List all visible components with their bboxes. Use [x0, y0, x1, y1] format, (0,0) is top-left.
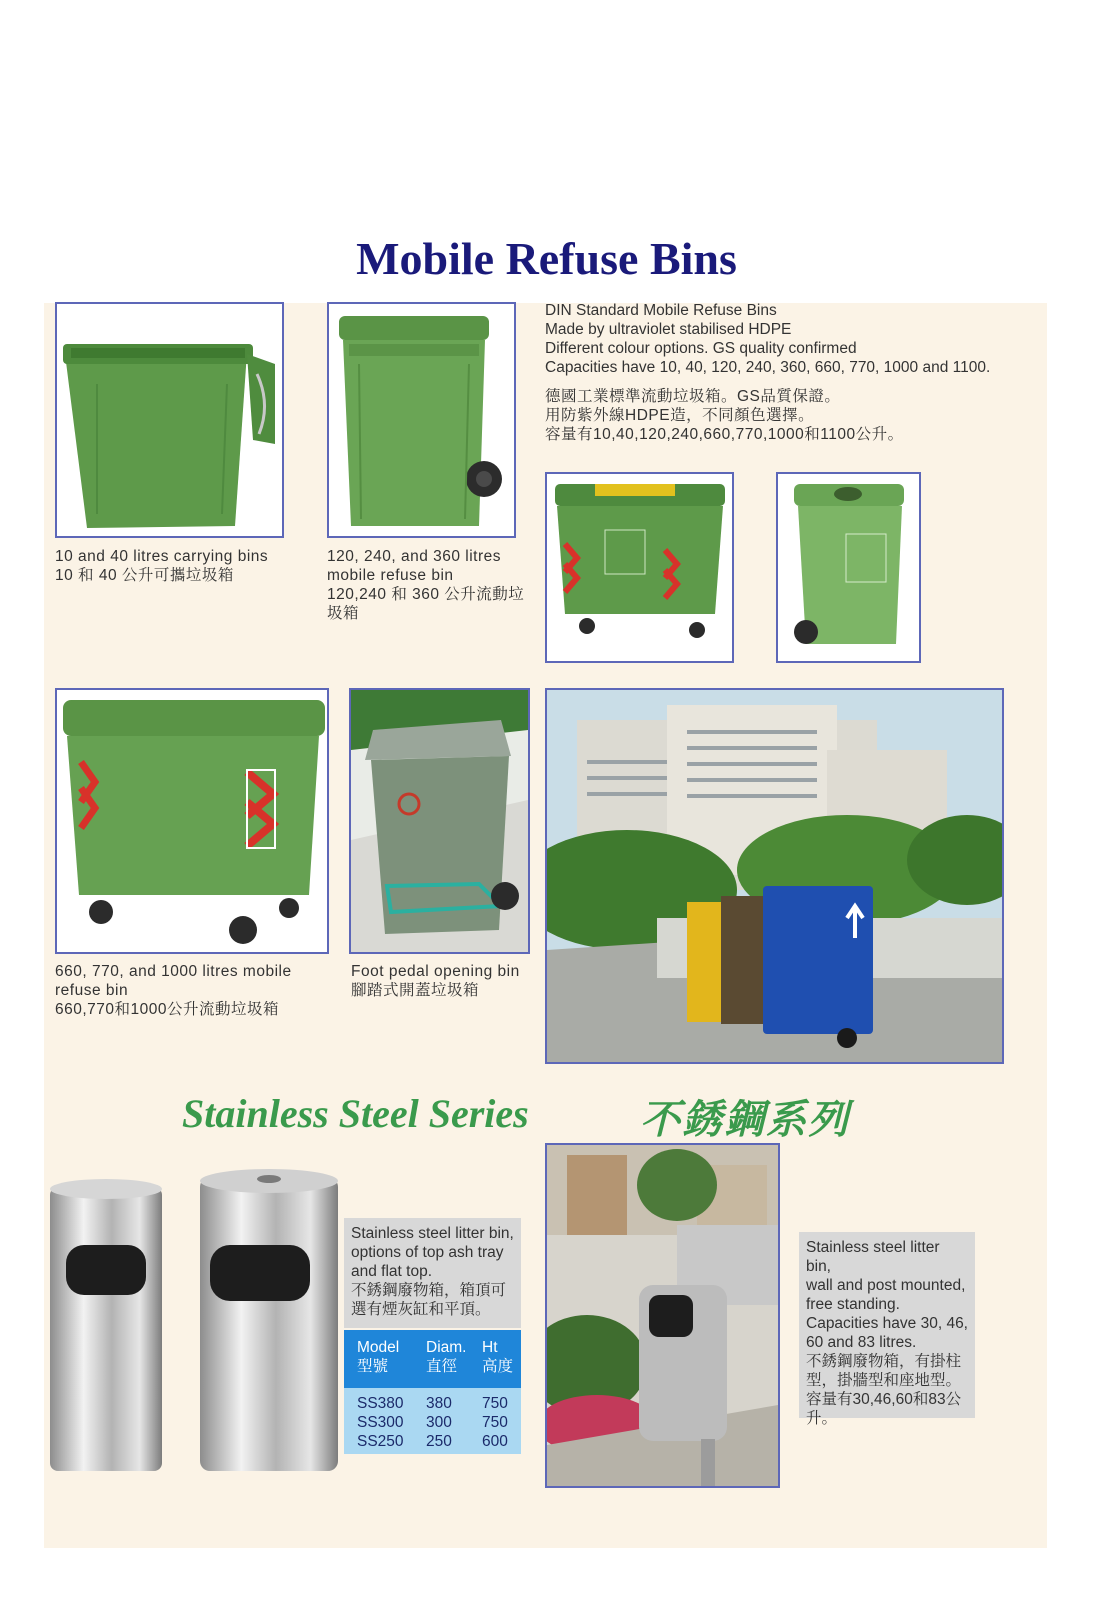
- caption-line: 120,240 和 360 公升流動垃: [327, 586, 525, 603]
- table-cell: SS250: [357, 1433, 404, 1450]
- hole-lid-bin-image: [778, 474, 919, 661]
- mobile-120-bin-photo: [327, 302, 516, 538]
- table-cell: 250: [426, 1433, 452, 1450]
- caption-line: 10 和 40 公升可攜垃圾箱: [55, 567, 234, 584]
- description-line: 選有煙灰缸和平頂。: [351, 1301, 491, 1318]
- post-mounted-bin-image: [547, 1145, 778, 1486]
- stainless-bins-image: [44, 1165, 344, 1485]
- description-line: 不銹鋼廢物箱，箱頂可: [351, 1282, 507, 1299]
- spec-column-model: [357, 1394, 404, 1451]
- description-line: 升。: [806, 1410, 838, 1427]
- description-line: free standing.: [806, 1296, 900, 1313]
- spec-header-diameter: [426, 1338, 466, 1376]
- carrying-bin-photo: [55, 302, 284, 538]
- container-bin-photo: [545, 472, 734, 663]
- hole-lid-bin-photo: [776, 472, 921, 663]
- caption-line: Foot pedal opening bin: [351, 963, 520, 980]
- caption-line: 660,770和1000公升流動垃圾箱: [55, 1001, 280, 1018]
- caption-line: 120, 240, and 360 litres: [327, 548, 502, 565]
- mobile-660-bin-photo: [55, 688, 329, 954]
- stainless-series-title-cn: 不銹鋼系列: [640, 1097, 850, 1142]
- spec-header-model: [357, 1338, 399, 1376]
- din-info-line: Different colour options. GS quality confirmed: [545, 340, 857, 357]
- spec-column-height: [482, 1394, 508, 1451]
- foot-pedal-bin-image: [351, 690, 528, 952]
- litter-tray-description: [344, 1218, 521, 1328]
- page-title: Mobile Refuse Bins: [356, 233, 737, 284]
- mobile-660-bin-image: [57, 690, 327, 952]
- din-info-line: DIN Standard Mobile Refuse Bins: [545, 302, 777, 319]
- caption-line: mobile refuse bin: [327, 567, 454, 584]
- stainless-bins-photo: [44, 1165, 344, 1485]
- wall-mounted-description: [799, 1232, 975, 1427]
- carrying-bin-caption: [55, 547, 268, 585]
- table-cell: 600: [482, 1433, 508, 1450]
- table-cell: 750: [482, 1414, 508, 1431]
- spec-column-diameter: [426, 1394, 452, 1451]
- description-line: wall and post mounted,: [806, 1277, 966, 1294]
- container-bin-image: [547, 474, 732, 661]
- table-cell: SS380: [357, 1395, 404, 1412]
- table-cell: 300: [426, 1414, 452, 1431]
- street-scene-photo: [545, 688, 1004, 1064]
- spec-header-en: Diam.: [426, 1339, 467, 1356]
- spec-header-height: [482, 1338, 513, 1376]
- din-info-line: Made by ultraviolet stabilised HDPE: [545, 321, 792, 338]
- din-info-cn-line: 用防紫外線HDPE造，不同顏色選擇。: [545, 407, 815, 424]
- mobile-120-bin-caption: [327, 547, 524, 623]
- din-info-english: [545, 301, 990, 377]
- street-scene-image: [547, 690, 1002, 1062]
- caption-line: 660, 770, and 1000 litres mobile: [55, 963, 292, 980]
- description-line: 容量有30,46,60和83公: [806, 1391, 962, 1408]
- table-cell: SS300: [357, 1414, 404, 1431]
- spec-header-en: Model: [357, 1339, 400, 1356]
- spec-header-en: Ht: [482, 1339, 498, 1356]
- post-mounted-bin-photo: [545, 1143, 780, 1488]
- din-info-cn-line: 德國工業標準流動垃圾箱。GS品質保證。: [545, 388, 841, 405]
- description-line: and flat top.: [351, 1263, 433, 1280]
- description-line: 60 and 83 litres.: [806, 1334, 917, 1351]
- din-info-cn-line: 容量有10,40,120,240,660,770,1000和1100公升。: [545, 426, 904, 443]
- table-cell: 750: [482, 1395, 508, 1412]
- mobile-120-bin-image: [329, 304, 514, 536]
- caption-line: 腳踏式開蓋垃圾箱: [351, 982, 480, 999]
- description-line: Stainless steel litter bin,: [351, 1225, 514, 1242]
- spec-table-header: [344, 1330, 521, 1388]
- din-info-chinese: [545, 387, 904, 444]
- caption-line: refuse bin: [55, 982, 129, 999]
- description-line: 型，掛牆型和座地型。: [806, 1372, 962, 1389]
- table-cell: 380: [426, 1395, 452, 1412]
- stainless-series-title: Stainless Steel Series: [182, 1091, 529, 1136]
- spec-table-body: [344, 1388, 521, 1454]
- spec-header-cn: 型號: [357, 1358, 389, 1375]
- spec-header-cn: 直徑: [426, 1358, 458, 1375]
- description-line: options of top ash tray: [351, 1244, 504, 1261]
- caption-line: 10 and 40 litres carrying bins: [55, 548, 269, 565]
- description-line: Stainless steel litter bin,: [806, 1239, 940, 1275]
- carrying-bin-image: [57, 304, 282, 536]
- foot-pedal-bin-photo: [349, 688, 530, 954]
- spec-header-cn: 高度: [482, 1358, 514, 1375]
- description-line: 不銹鋼廢物箱，有掛柱: [806, 1353, 962, 1370]
- description-line: Capacities have 30, 46,: [806, 1315, 968, 1332]
- foot-pedal-bin-caption: [351, 962, 520, 1000]
- caption-line: 圾箱: [327, 605, 360, 622]
- mobile-660-bin-caption: [55, 962, 292, 1019]
- din-info-line: Capacities have 10, 40, 120, 240, 360, 660, 770, 1000 and 1100.: [545, 359, 991, 376]
